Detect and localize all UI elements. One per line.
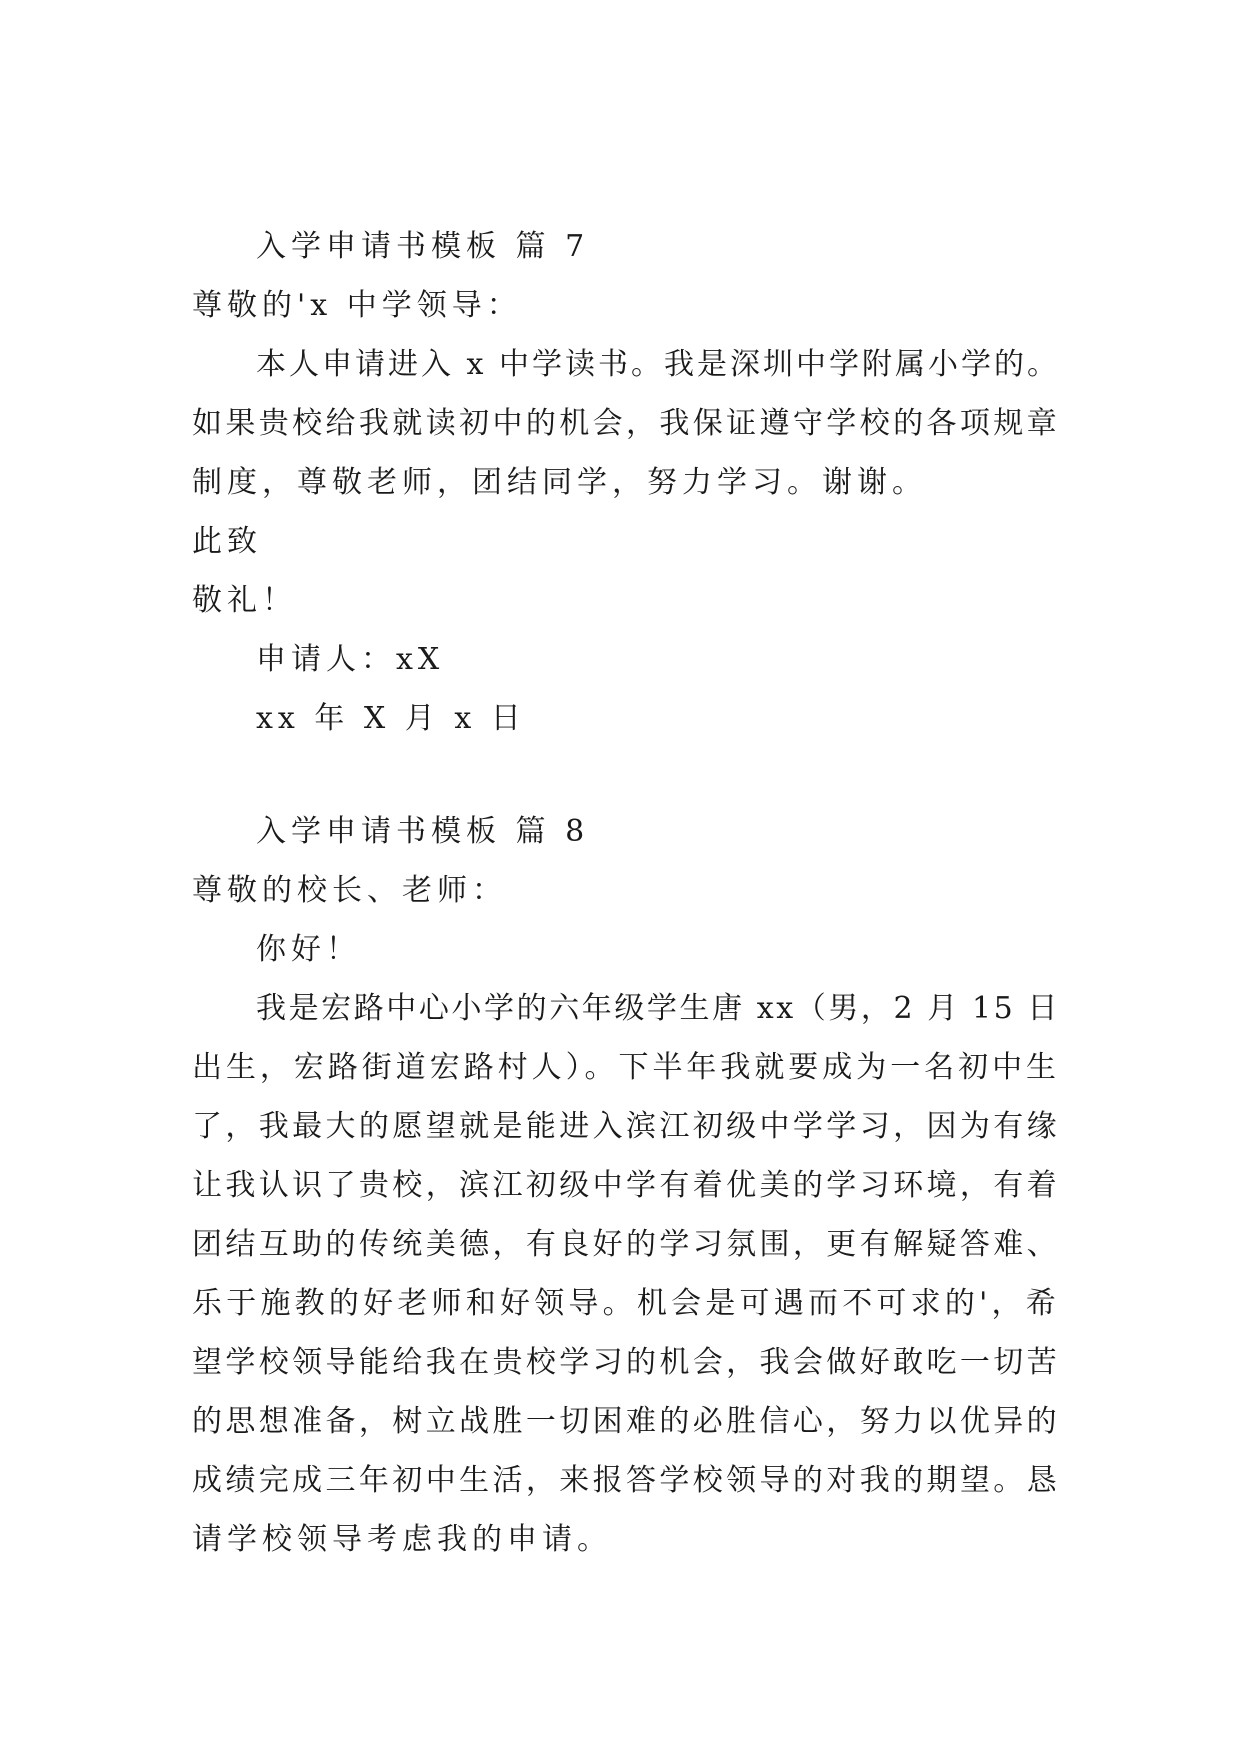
section-8-paragraph-line: 请学校领导考虑我的申请。 <box>192 1522 612 1557</box>
section-8-paragraph-line: 了，我最大的愿望就是能进入滨江初级中学学习，因为有缘 <box>192 1109 1060 1144</box>
section-7-title: 入学申请书模板 篇 7 <box>256 229 590 264</box>
section-8-paragraph-line: 的思想准备，树立战胜一切困难的必胜信心，努力以优异的 <box>192 1404 1060 1439</box>
section-8-paragraph-line: 出生，宏路街道宏路村人）。下半年我就要成为一名初中生 <box>192 1050 1060 1085</box>
section-8-paragraph-line: 成绩完成三年初中生活，来报答学校领导的对我的期望。恳 <box>192 1463 1060 1498</box>
section-8-paragraph-line: 乐于施教的好老师和好领导。机会是可遇而不可求的'，希 <box>192 1286 1060 1321</box>
section-8-greeting: 你好！ <box>256 932 361 967</box>
section-8-salutation: 尊敬的校长、老师： <box>192 873 507 908</box>
section-8-paragraph-line: 望学校领导能给我在贵校学习的机会，我会做好敢吃一切苦 <box>192 1345 1060 1380</box>
section-7-closing: 此致 <box>192 524 262 559</box>
section-7-paragraph-line: 本人申请进入 x 中学读书。我是深圳中学附属小学的。 <box>256 347 1060 382</box>
section-7-salutation: 尊敬的'x 中学领导： <box>192 288 522 323</box>
section-7-paragraph-line: 制度，尊敬老师，团结同学，努力学习。谢谢。 <box>192 465 927 500</box>
section-7-date: xx 年 X 月 x 日 <box>256 701 526 736</box>
section-8-paragraph-line: 我是宏路中心小学的六年级学生唐 xx（男，2 月 15 日 <box>256 991 1060 1026</box>
section-8-paragraph-line: 团结互助的传统美德，有良好的学习氛围，更有解疑答难、 <box>192 1227 1060 1262</box>
section-7-regards: 敬礼！ <box>192 583 297 618</box>
section-7-applicant: 申请人：xX <box>256 642 445 677</box>
section-8-title: 入学申请书模板 篇 8 <box>256 814 590 849</box>
section-8-paragraph-line: 让我认识了贵校，滨江初级中学有着优美的学习环境，有着 <box>192 1168 1060 1203</box>
section-7-paragraph-line: 如果贵校给我就读初中的机会，我保证遵守学校的各项规章 <box>192 406 1060 441</box>
